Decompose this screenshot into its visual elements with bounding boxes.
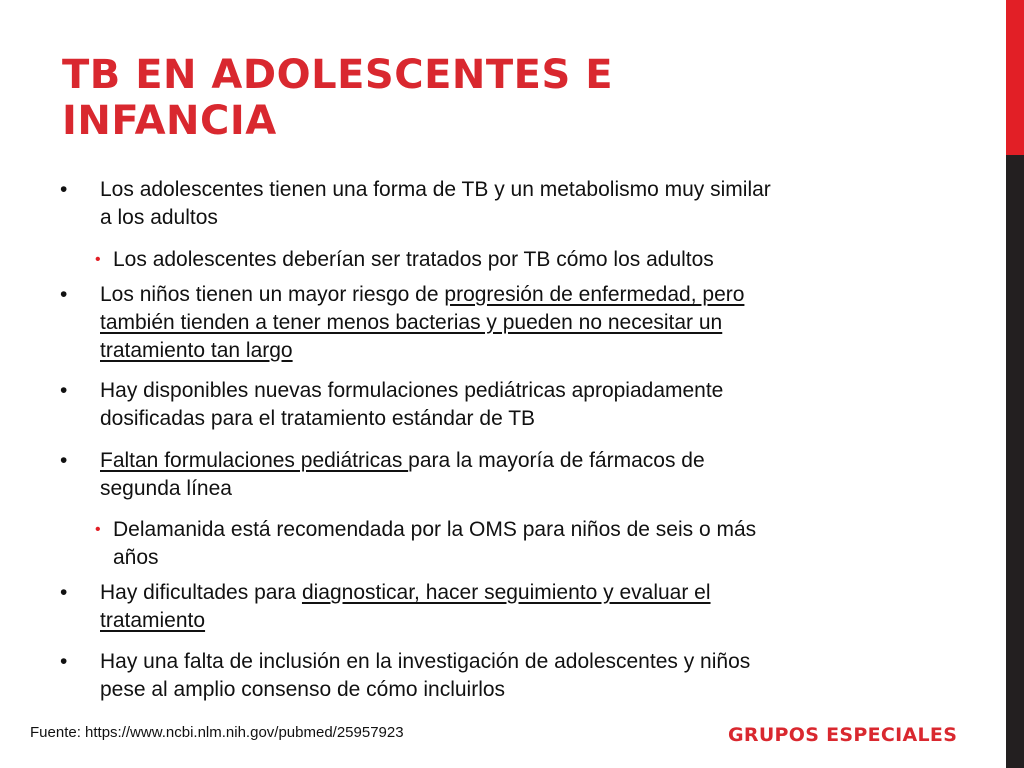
sub-bullet-text: Delamanida está recomendada por la OMS para niños de seis o más xyxy=(113,518,757,541)
sub-bullet-mark: • xyxy=(95,521,101,538)
bullet-text: Los niños tienen un mayor riesgo de xyxy=(100,283,445,306)
bullet-mark: • xyxy=(60,581,68,604)
underlined-text: Faltan formulaciones pediátricas xyxy=(100,449,409,472)
bullet-text: segunda línea xyxy=(100,477,232,500)
bullet-mark: • xyxy=(60,449,68,472)
bullet-mark: • xyxy=(60,379,68,402)
underlined-text: tratamiento xyxy=(100,609,206,632)
bullet-text: Hay una falta de inclusión en la investigación de adolescentes y niños xyxy=(100,650,751,673)
sub-bullet-text: años xyxy=(113,546,159,569)
bullet-text: Los adolescentes tienen una forma de TB y un metabolismo muy similar xyxy=(100,178,771,201)
sub-bullet-mark: • xyxy=(95,251,101,268)
source-citation: Fuente: https://www.ncbi.nlm.nih.gov/pubmed/25957923 xyxy=(30,724,404,741)
bullet-item xyxy=(60,579,930,635)
bullet-text: Hay disponibles nuevas formulaciones pediátricas apropiadamente xyxy=(100,379,724,402)
bullet-mark: • xyxy=(60,178,68,201)
bullet-text: dosificadas para el tratamiento estándar de TB xyxy=(100,407,536,430)
bullet-line xyxy=(100,281,930,309)
bullet-item xyxy=(60,648,930,704)
sub-bullet-item xyxy=(95,516,913,572)
underlined-text: progresión de enfermedad, pero xyxy=(444,283,745,306)
sub-bullet-text: Los adolescentes deberían ser tratados por TB cómo los adultos xyxy=(113,248,714,271)
title-line-2: INFANCIA xyxy=(62,98,277,144)
bullet-mark: • xyxy=(60,650,68,673)
bullet-text: para la mayoría de fármacos de xyxy=(408,449,705,472)
title-line-1: TB EN ADOLESCENTES E xyxy=(62,52,614,98)
bullet-item xyxy=(60,447,930,503)
bullet-item xyxy=(60,176,930,232)
bullet-item xyxy=(60,377,930,433)
bullet-text: Hay dificultades para xyxy=(100,581,302,604)
bullet-item xyxy=(60,281,930,365)
underlined-text: también tienden a tener menos bacterias y pueden no necesitar un xyxy=(100,311,723,334)
underlined-text: tratamiento tan largo xyxy=(100,339,293,362)
bullet-line xyxy=(100,579,930,607)
side-accent-bar-dark xyxy=(1006,155,1024,768)
bullet-mark: • xyxy=(60,283,68,306)
bullet-line xyxy=(100,447,930,475)
sub-bullet-item xyxy=(95,246,913,274)
section-footer-label: GRUPOS ESPECIALES xyxy=(728,724,958,746)
bullet-text: pese al amplio consenso de cómo incluirlos xyxy=(100,678,506,701)
side-accent-bar-red xyxy=(1006,0,1024,155)
bullet-text: a los adultos xyxy=(100,206,218,229)
underlined-text: diagnosticar, hacer seguimiento y evaluar el xyxy=(301,581,711,604)
